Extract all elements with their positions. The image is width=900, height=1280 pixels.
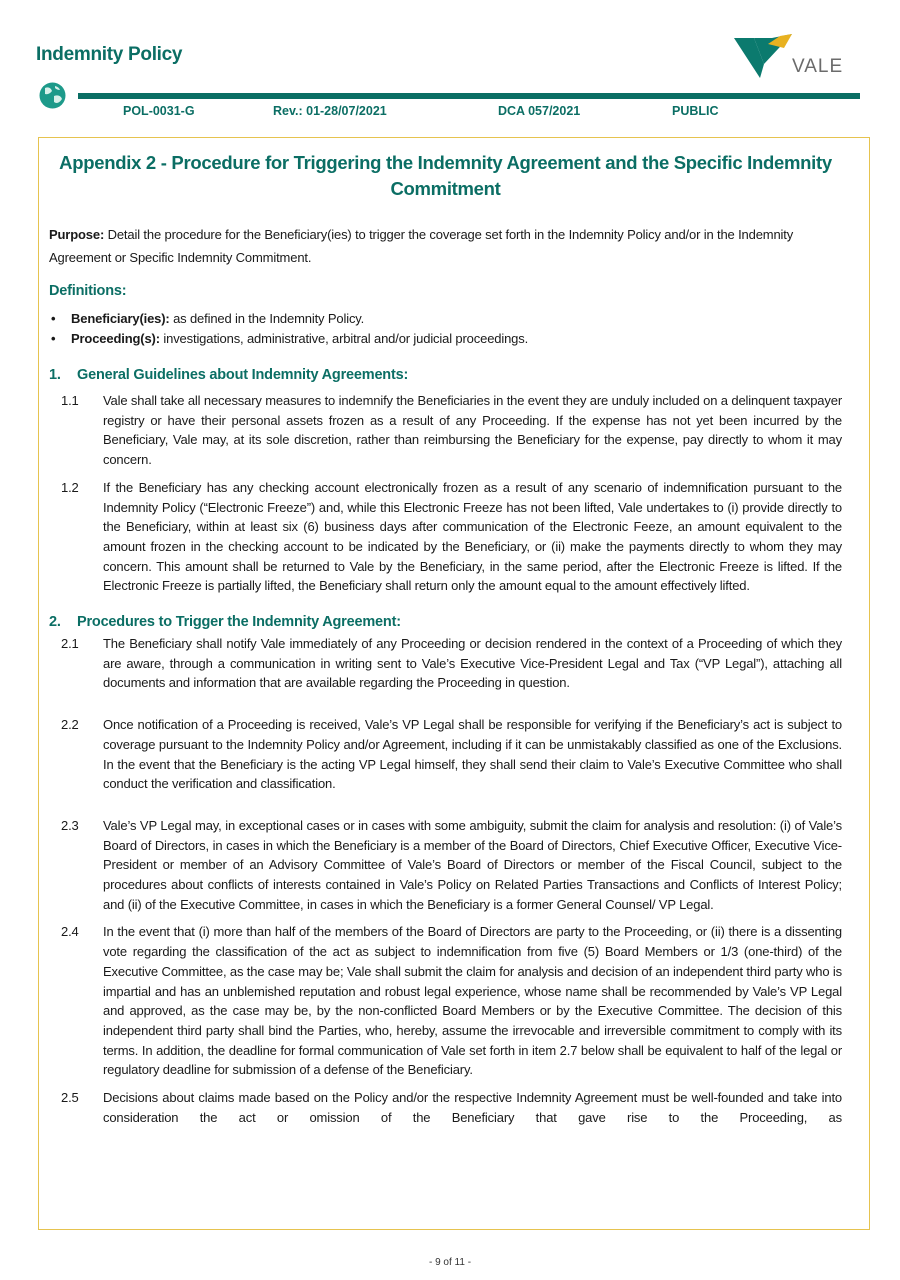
clause-number: 1.1 — [61, 393, 79, 408]
definition-item — [49, 329, 842, 349]
clause — [49, 391, 842, 470]
classification: PUBLIC — [672, 104, 719, 118]
section-number: 2. — [49, 614, 61, 631]
clause-text: In the event that (i) more than half of the members of the Board of Directors are party to the Proceeding, or (ii) there is a dissenting vote regarding the classification of the act as subject to indemnification from five (5) Board Members or 1/3 (one-third) of the Executive Committee, as the case may be; Vale shall submit the claim for analysis and decision of an independent third party who is impartial and has an unblemished reputation and robust legal experience, whose name shall be recommended by Vale’s VP Legal and approved, as the case may be, by the non-conflicted Board Members or by the Executive Committee. The decision of this independent third party shall bind the Parties, who, hereby, assume the irrevocable and irreversible commitment to comply with its terms. In addition, the deadline for formal communication of Vale set forth in item 2.7 below shall be equivalent to half of the legal or regulatory deadline for submission of a defense of the Beneficiary. — [103, 924, 842, 1078]
dca-number: DCA 057/2021 — [498, 104, 581, 118]
document-title: Indemnity Policy — [36, 44, 183, 65]
definition-term: Proceeding(s): — [71, 331, 160, 346]
clause-text: If the Beneficiary has any checking account electronically frozen as a result of any scenario of indemnification pursuant to the Indemnity Policy (“Electronic Freeze”) and, while this Electronic Freeze has not been lifted, Vale undertakes to (i) provide directly to the Beneficiary, within at least six (6) business days after communication of the Electronic Feeze, an amount equivalent to the amount frozen in the checking account to be indicated by the Beneficiary, or (ii) make the payments directly to whom they may concern. This amount shall be returned to Vale by the Beneficiary, in the same period, after the Electronic Freeze is lifted. If the Electronic Freeze is partially lifted, the Beneficiary shall return only the amount equal to the amount effectively lifted. — [103, 479, 842, 594]
revision: Rev.: 01-28/07/2021 — [273, 104, 387, 118]
purpose-text: Detail the procedure for the Beneficiary(ies) to trigger the coverage set forth in the Indemnity Policy and/or in the Indemnity Agreement or Specific Indemnity Commitment. — [49, 227, 794, 265]
header-rule — [78, 93, 860, 99]
definition-item — [49, 309, 842, 329]
section-heading — [49, 614, 842, 630]
clause — [49, 634, 842, 693]
document-body — [49, 150, 842, 1128]
clause — [49, 478, 842, 596]
appendix-title: Appendix 2 - Procedure for Triggering the Indemnity Agreement and the Specific Indemnity Commitment — [59, 152, 832, 199]
doc-code: POL-0031-G — [123, 104, 195, 118]
svg-text:VALE: VALE — [792, 56, 844, 77]
definition-term: Beneficiary(ies): — [71, 311, 170, 326]
definition-text: as defined in the Indemnity Policy. — [169, 311, 365, 326]
clause — [49, 1088, 842, 1127]
section-number: 1. — [49, 367, 61, 383]
section-title: Procedures to Trigger the Indemnity Agreement: — [77, 614, 401, 631]
clause-number: 2.5 — [61, 1090, 79, 1106]
definition-text: investigations, administrative, arbitral and/or judicial proceedings. — [159, 331, 529, 346]
definitions-list — [49, 309, 842, 349]
clause — [49, 922, 842, 1080]
clause-text: Vale shall take all necessary measures to indemnify the Beneficiaries in the event they are unduly included on a delinquent taxpayer registry or have their personal assets frozen as a result of any Proceeding. If the expense has not yet been incurred by the Beneficiary, Vale may, at its sole discretion, rather than reimbursing the Beneficiary for the expense, pay directly to whom it may concern. — [103, 393, 842, 468]
clause-text: The Beneficiary shall notify Vale immediately of any Proceeding or decision rendered in the context of a Proceeding of which they are aware, through a communication in writing sent to Vale’s Executive Vice-President Legal and Tax (“VP Legal”), attaching all documents and information that are available regarding the Proceeding in question. — [103, 636, 842, 691]
vale-logo — [732, 34, 852, 82]
section-title: General Guidelines about Indemnity Agreements: — [77, 367, 409, 383]
page-number: - 9 of 11 - — [428, 1257, 472, 1268]
clause-number: 2.3 — [61, 817, 79, 833]
clause-text: Once notification of a Proceeding is received, Vale’s VP Legal shall be responsible for verifying if the Beneficiary’s act is subject to coverage pursuant to the Indemnity Policy and/or Agreement, including if it can be unmistakably classified as one of the Exclusions. In the event that the Beneficiary is the acting VP Legal himself, they shall send their claim to Vale’s Executive Committee who shall conduct the verification and classification. — [103, 717, 842, 792]
clause — [49, 816, 842, 915]
clause — [49, 715, 842, 794]
clause-text: Decisions about claims made based on the Policy and/or the respective Indemnity Agreement must be well-founded and take into consideration the act or omission of the Beneficiary that gave rise to the Proceeding, as — [103, 1090, 842, 1125]
clause-number: 2.4 — [61, 924, 79, 940]
purpose — [49, 223, 842, 269]
clause-text: Vale’s VP Legal may, in exceptional cases or in cases with some ambiguity, submit the claim for analysis and resolution: (i) of Vale’s Board of Directors, in cases in which the Beneficiary is a member of the Board of Directors, Chief Executive Officer, Executive Vice-President or member of an Advisory Committee of Vale’s Board of Directors or member of the Fiscal Council, subject to the procedures about conflicts of interests contained in Vale’s Policy on Related Parties Transactions and Conflicts of Interest Policy; and (ii) of the Executive Committee, in cases in which the Beneficiary is a former General Counsel/ VP Legal. — [103, 817, 842, 912]
definitions-heading: Definitions: — [49, 283, 127, 299]
purpose-label: Purpose: — [49, 227, 105, 242]
clause-number: 2.1 — [61, 636, 79, 652]
clause-number: 1.2 — [61, 479, 79, 495]
globe-icon — [39, 82, 66, 109]
clause-number: 2.2 — [61, 717, 79, 733]
section-heading — [49, 367, 842, 383]
